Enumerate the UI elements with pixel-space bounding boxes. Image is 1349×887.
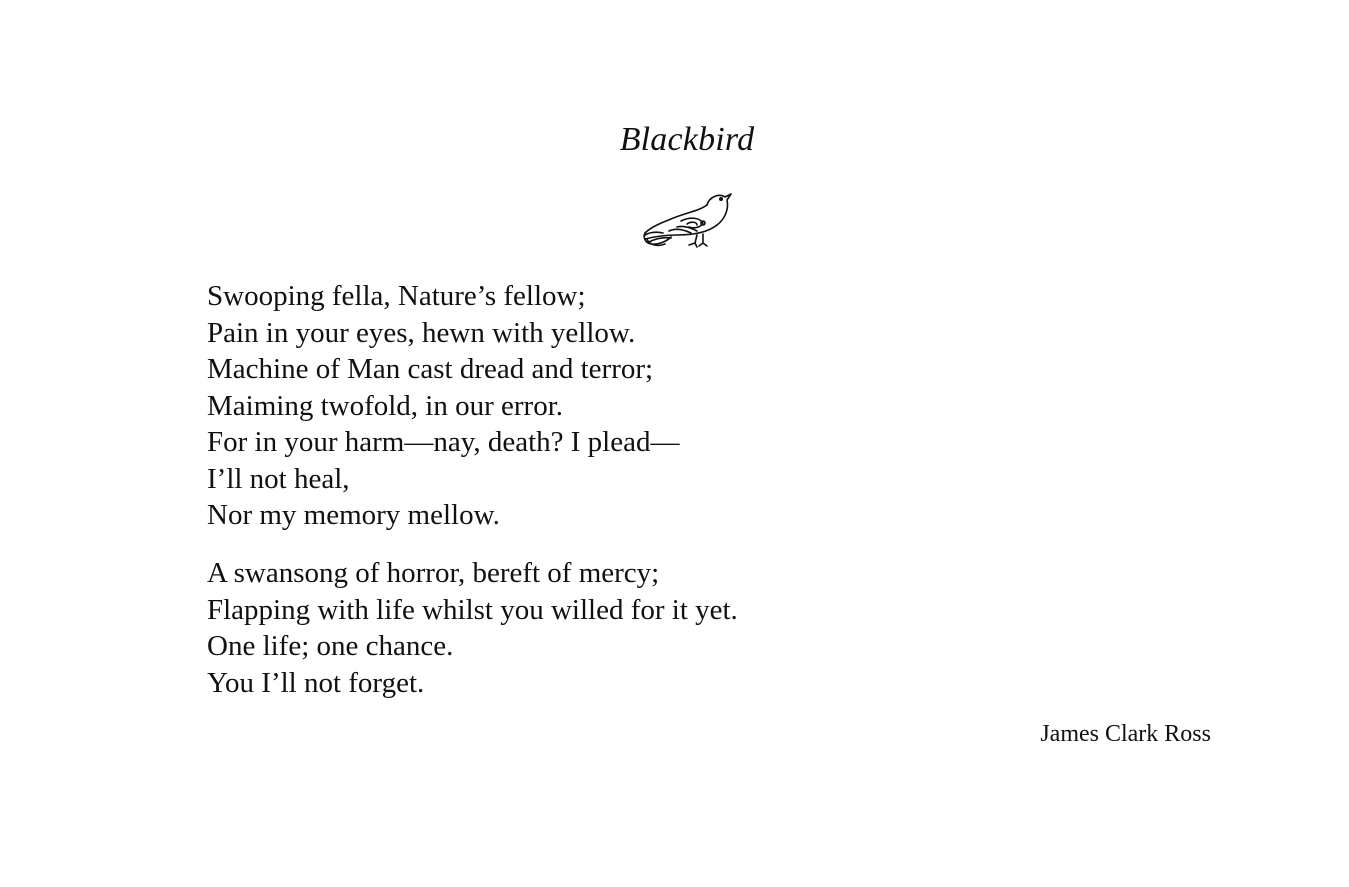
poem-line: Machine of Man cast dread and terror; [207,353,654,385]
stanza-1 [207,278,679,534]
poem-line: Nor my memory mellow. [207,499,500,531]
poem-line: Pain in your eyes, hewn with yellow. [207,316,636,349]
author-name: James Clark Ross [1040,721,1211,747]
stanza-2 [207,555,738,701]
poem-line: A swansong of horror, bereft of mercy; [207,557,660,589]
poem-title: Blackbird [619,121,755,158]
poem-line: I’ll not heal, [207,462,350,495]
poem-line: For in your harm—nay, death? I plead— [207,426,680,458]
blackbird-icon [641,189,733,251]
poem-line: Flapping with life whilst you willed for it yet. [207,593,738,626]
poem-line: You I’ll not forget. [207,666,425,699]
poem-line: One life; one chance. [207,630,454,662]
poem-line: Maiming twofold, in our error. [207,389,564,422]
poem-line: Swooping fella, Nature’s fellow; [207,280,586,312]
